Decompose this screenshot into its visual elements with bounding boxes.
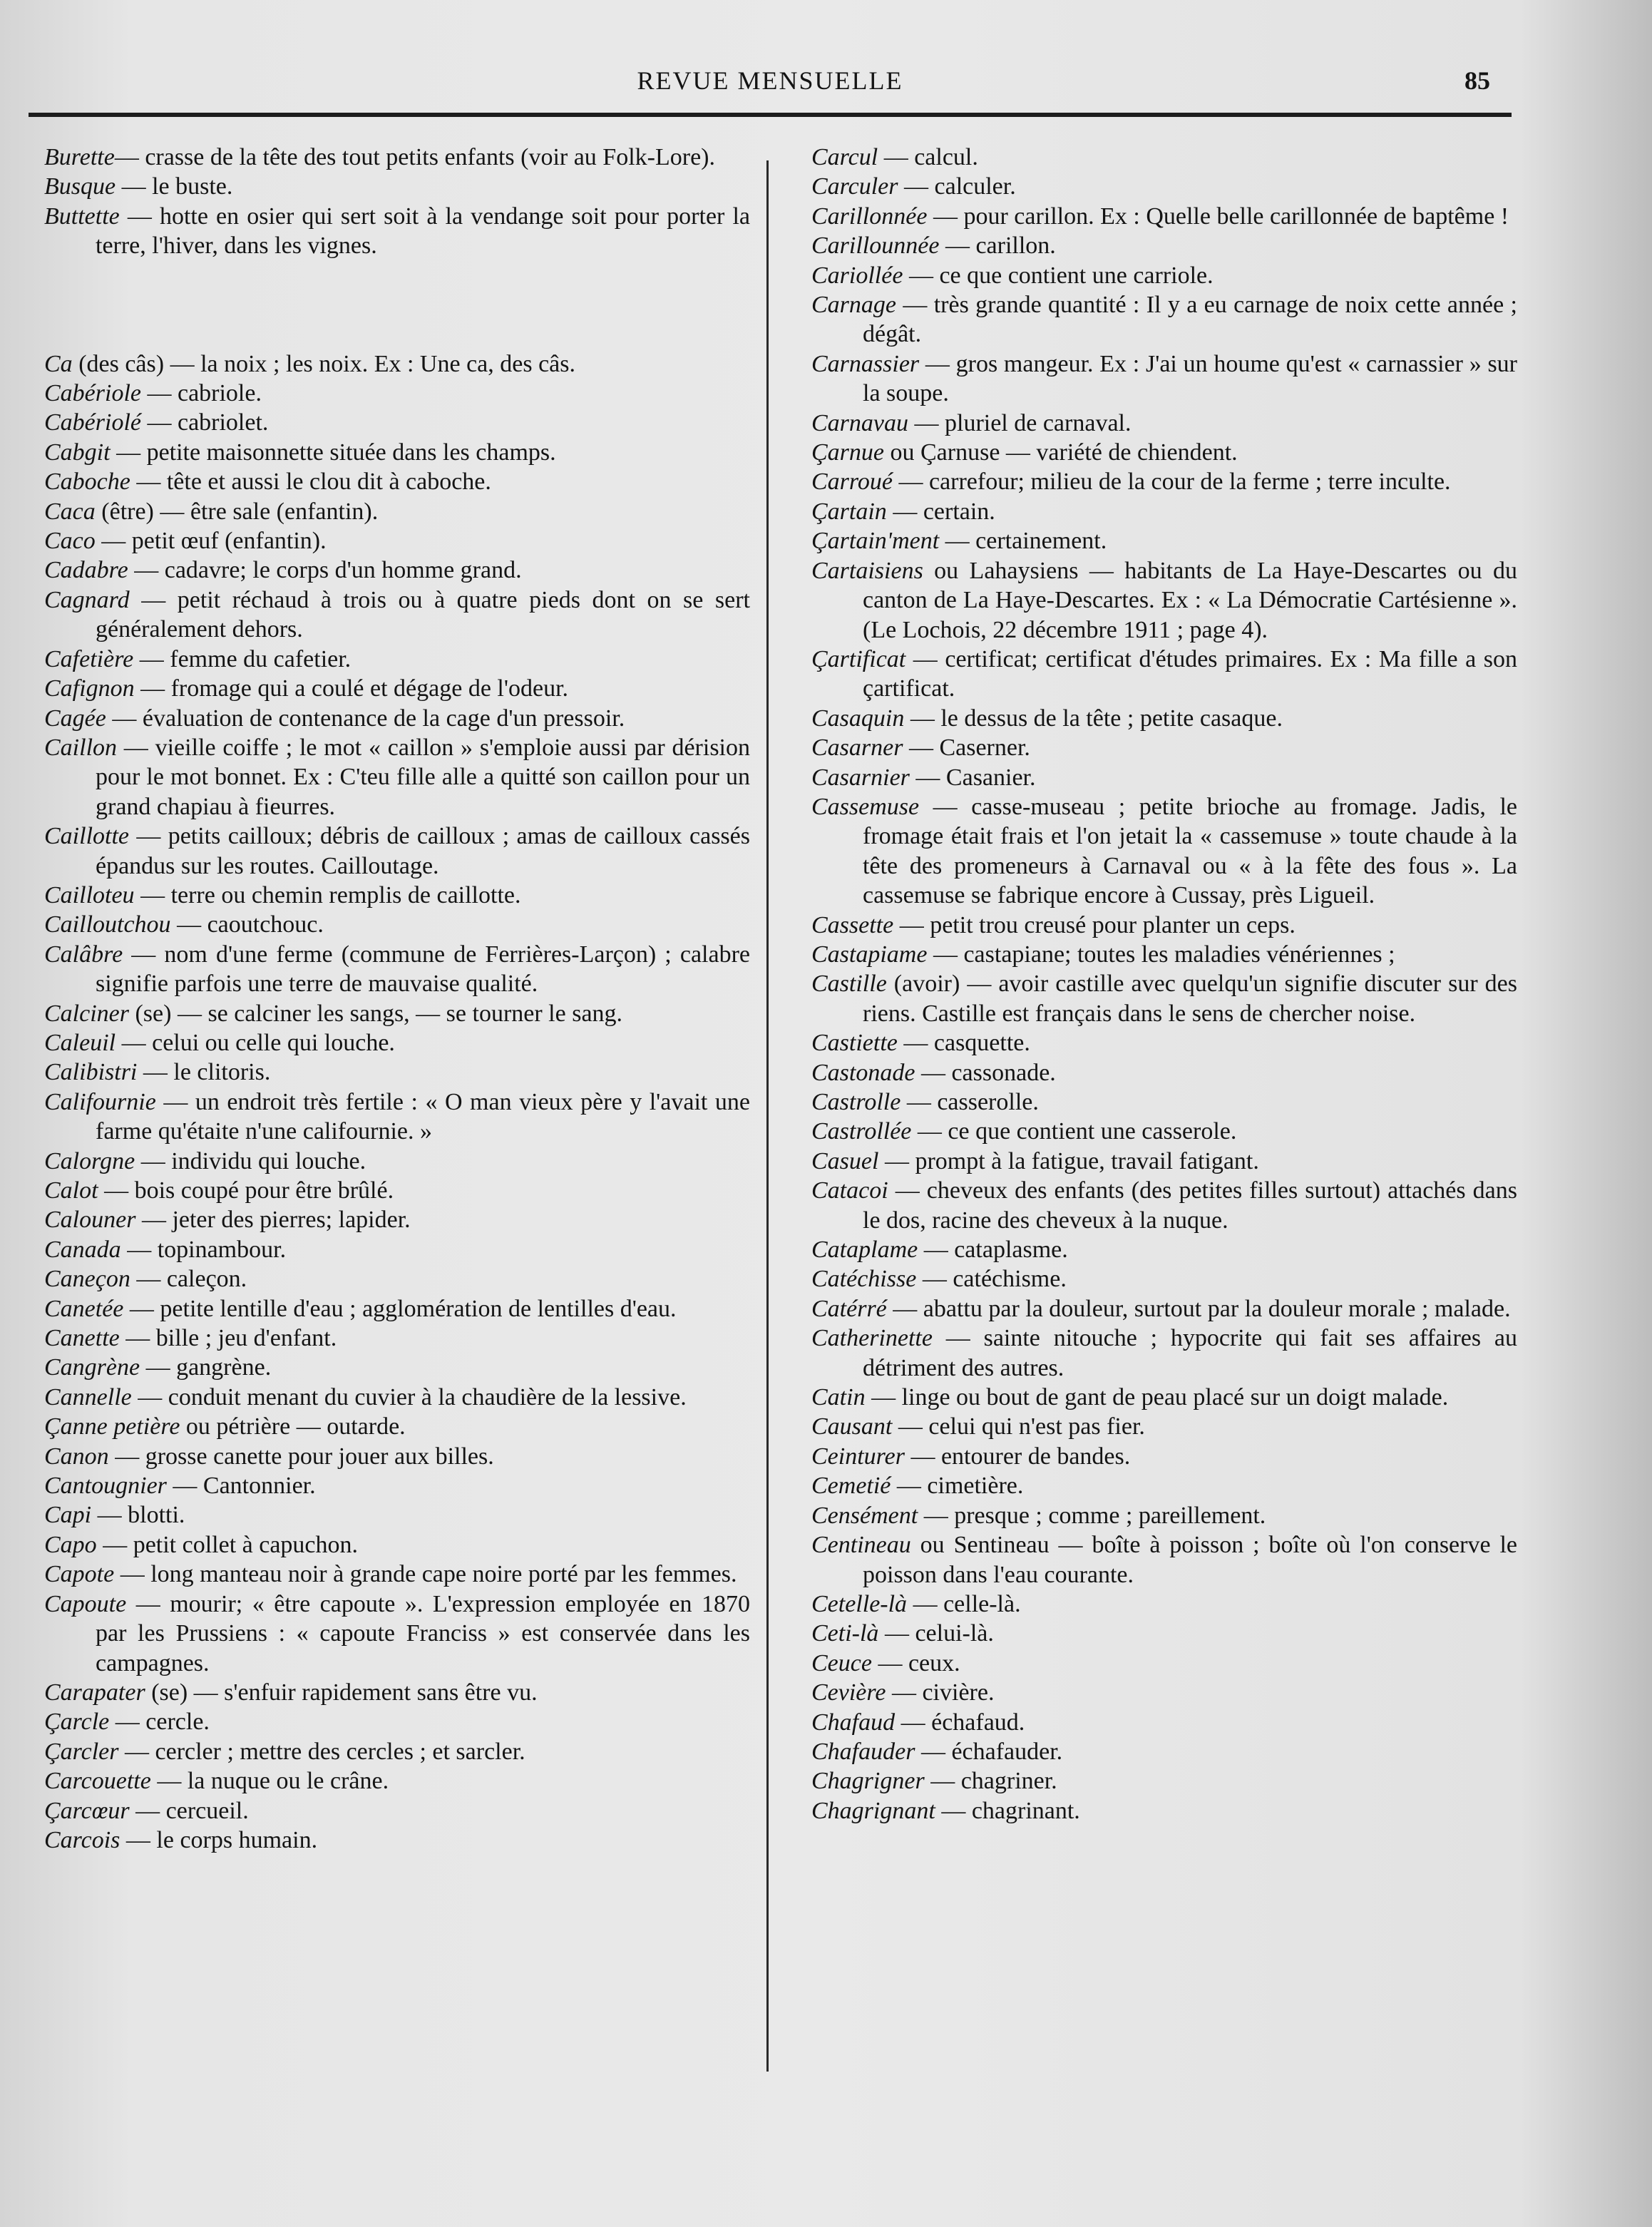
- entry-definition: — Casanier.: [909, 764, 1036, 791]
- entry-definition: — vieille coiffe ; le mot « caillon » s'emploie aussi par dérision pour le mot bonnet. Ex : C'teu fille alle a quitté son caillon pour un grand chapiau à fieurres.: [96, 734, 750, 820]
- entry-definition: — celui-là.: [878, 1620, 994, 1647]
- entry-definition: — certificat; certificat d'études primaires. Ex : Ma fille a son çartificat.: [863, 645, 1517, 702]
- entry-definition: — ceux.: [871, 1649, 960, 1676]
- entry-definition: — presque ; comme ; pareillement.: [918, 1502, 1266, 1529]
- dictionary-entry: [44, 1235, 750, 1264]
- entry-term: Censément: [811, 1502, 918, 1529]
- entry-term: Cataplame: [811, 1237, 918, 1264]
- entry-definition: — certainement.: [939, 528, 1107, 555]
- dictionary-entry: [811, 1501, 1517, 1530]
- entry-term: Caillotte: [44, 823, 129, 850]
- dictionary-entry: [811, 1383, 1517, 1412]
- entry-term: Castiette: [811, 1030, 898, 1057]
- entry-definition: — civière.: [886, 1679, 995, 1706]
- entry-definition: — casserolle.: [901, 1089, 1039, 1115]
- entry-term: Calâbre: [44, 941, 123, 968]
- entry-definition: ou pétrière — outarde.: [180, 1413, 406, 1440]
- entry-definition: — cataplasme.: [918, 1237, 1068, 1264]
- left-column: [44, 143, 750, 1855]
- entry-definition: — certain.: [886, 498, 995, 525]
- entry-definition: — catéchisme.: [916, 1266, 1067, 1293]
- column-divider: [766, 160, 769, 2072]
- entry-term: Catéchisse: [811, 1266, 917, 1293]
- entry-term: Cailloteu: [44, 881, 135, 908]
- entry-definition: — calcul.: [878, 144, 978, 170]
- entry-term: Capoute: [44, 1590, 127, 1617]
- entry-definition: — cercueil.: [129, 1797, 249, 1824]
- entry-definition: (des câs) — la noix ; les noix. Ex : Une ca, des câs.: [72, 350, 575, 377]
- dictionary-entry: [44, 1353, 750, 1382]
- entry-term: Busque: [44, 173, 116, 200]
- entry-definition: — castapiane; toutes les maladies vénériennes ;: [927, 941, 1395, 968]
- entry-term: Cemetié: [811, 1473, 891, 1500]
- entry-definition: — prompt à la fatigue, travail fatigant.: [878, 1147, 1259, 1174]
- dictionary-entry: [44, 172, 750, 201]
- entry-definition: — cimetière.: [891, 1473, 1024, 1500]
- entry-term: Catacoi: [811, 1177, 888, 1204]
- dictionary-entry: [811, 290, 1517, 349]
- dictionary-entry: [44, 526, 750, 556]
- entry-definition: — petit trou creusé pour planter un ceps.: [893, 911, 1296, 938]
- entry-term: Caca: [44, 498, 96, 525]
- dictionary-entry: [44, 645, 750, 674]
- entry-definition: — cabriolet.: [140, 409, 269, 436]
- dictionary-entry: [44, 704, 750, 733]
- entry-term: Cadabre: [44, 557, 128, 584]
- entry-definition: — long manteau noir à grande cape noire porté par les femmes.: [114, 1561, 737, 1588]
- entry-term: Cagée: [44, 705, 106, 732]
- dictionary-entry: [44, 1412, 750, 1441]
- entry-definition: — bois coupé pour être brûlé.: [98, 1177, 394, 1204]
- entry-term: Cevière: [811, 1679, 886, 1706]
- entry-definition: — carrefour; milieu de la cour de la ferme ; terre inculte.: [892, 469, 1451, 496]
- dictionary-entry: [44, 674, 750, 703]
- dictionary-entry: [44, 910, 750, 939]
- entry-term: Chagrignant: [811, 1797, 935, 1824]
- entry-definition: — terre ou chemin remplis de caillotte.: [134, 881, 521, 908]
- dictionary-entry: [44, 1028, 750, 1058]
- dictionary-entry: [811, 1058, 1517, 1087]
- entry-term: Carnage: [811, 292, 896, 319]
- dictionary-entry: [44, 1087, 750, 1147]
- dictionary-entry: [811, 911, 1517, 940]
- dictionary-entry: [44, 1826, 750, 1855]
- entry-definition: — cheveux des enfants (des petites filles surtout) attachés dans le dos, racine des cheveux à la nuque.: [863, 1177, 1517, 1234]
- entry-term: Cassemuse: [811, 793, 920, 820]
- entry-definition: — conduit menant du cuvier à la chaudière de la lessive.: [131, 1383, 687, 1411]
- entry-term: Castrolle: [811, 1089, 901, 1115]
- dictionary-entry: [44, 1530, 750, 1560]
- dictionary-entry: [811, 556, 1517, 645]
- entry-term: Castapiame: [811, 941, 928, 968]
- dictionary-entry: [44, 1678, 750, 1707]
- entry-definition: — chagrinant.: [935, 1797, 1080, 1824]
- dictionary-entry: [811, 143, 1517, 172]
- entry-definition: — ce que contient une casserole.: [911, 1118, 1237, 1145]
- entry-term: Cannelle: [44, 1383, 132, 1411]
- entry-term: Caboche: [44, 469, 130, 496]
- dictionary-entry: [44, 379, 750, 408]
- dictionary-entry: [811, 1147, 1517, 1176]
- entry-term: Catherinette: [811, 1325, 933, 1352]
- entry-definition: — petite maisonnette située dans les champs.: [110, 439, 556, 466]
- dictionary-entry: [44, 1176, 750, 1205]
- entry-term: Çarcle: [44, 1709, 110, 1736]
- entry-term: Carillounnée: [811, 232, 940, 260]
- dictionary-entry: [811, 1649, 1517, 1678]
- dictionary-entry: [811, 733, 1517, 762]
- entry-definition: — gangrène.: [140, 1354, 272, 1381]
- dictionary-entry: [44, 143, 750, 172]
- entry-term: Canada: [44, 1236, 121, 1263]
- dictionary-entry: [44, 1589, 750, 1678]
- entry-definition: (avoir) — avoir castille avec quelqu'un signifie discuter sur des riens. Castille est français dans le sens de chercher noise.: [863, 971, 1517, 1027]
- dictionary-entry: [811, 172, 1517, 201]
- entry-term: Carapater: [44, 1679, 145, 1706]
- entry-definition: — celui qui n'est pas fier.: [892, 1413, 1145, 1440]
- dictionary-entry: [44, 1442, 750, 1471]
- dictionary-entry: [811, 1471, 1517, 1500]
- entry-term: Çarcler: [44, 1738, 119, 1765]
- entry-term: Carnassier: [811, 350, 920, 377]
- entry-term: Canetée: [44, 1295, 124, 1322]
- dictionary-entry: [44, 1500, 750, 1530]
- entry-term: Cetelle-là: [811, 1590, 908, 1617]
- entry-term: Carculer: [811, 173, 898, 200]
- dictionary-entry: [811, 1028, 1517, 1058]
- dictionary-entry: [811, 969, 1517, 1028]
- entry-term: Castille: [811, 971, 887, 998]
- dictionary-entry: [44, 733, 750, 821]
- dictionary-entry: [44, 821, 750, 881]
- right-column: [811, 143, 1517, 1826]
- entry-definition: — calculer.: [898, 173, 1016, 200]
- dictionary-entry: [811, 1619, 1517, 1648]
- entry-term: Cartaisiens: [811, 557, 923, 584]
- entry-definition: — sainte nitouche ; hypocrite qui fait ses affaires au détriment des autres.: [863, 1325, 1517, 1381]
- entry-definition: — le dessus de la tête ; petite casaque.: [904, 705, 1283, 732]
- dictionary-entry: [811, 1117, 1517, 1146]
- entry-definition: — Caserner.: [903, 734, 1030, 762]
- entry-definition: ou Sentineau — boîte à poisson ; boîte où l'on conserve le poisson dans l'eau courante.: [863, 1532, 1517, 1588]
- entry-term: Casuel: [811, 1147, 879, 1174]
- entry-term: Calouner: [44, 1207, 136, 1234]
- dictionary-entry: [44, 1294, 750, 1324]
- page-header: [29, 66, 1512, 97]
- entry-definition: — topinambour.: [120, 1236, 287, 1263]
- entry-term: Çartificat: [811, 645, 906, 672]
- entry-definition: — échafaud.: [895, 1709, 1025, 1736]
- dictionary-entry: [811, 497, 1517, 526]
- entry-definition: (se) — s'enfuir rapidement sans être vu.: [145, 1679, 538, 1706]
- dictionary-entry: [811, 349, 1517, 409]
- entry-term: Centineau: [811, 1532, 911, 1559]
- entry-definition: — hotte en osier qui sert soit à la vendange soit pour porter la terre, l'hiver, dans les vignes.: [96, 203, 750, 260]
- dictionary-entry: [811, 763, 1517, 792]
- entry-term: Chagrigner: [811, 1768, 925, 1795]
- dictionary-entry: [44, 1560, 750, 1589]
- entry-definition: — cercle.: [109, 1709, 210, 1736]
- entry-term: Casaquin: [811, 705, 905, 732]
- dictionary-entry: [811, 202, 1517, 231]
- entry-definition: — cabriole.: [140, 380, 262, 407]
- entry-definition: — pour carillon. Ex : Quelle belle carillonnée de baptême !: [927, 203, 1509, 230]
- dictionary-entry: [44, 1471, 750, 1500]
- entry-definition: — le buste.: [116, 173, 233, 200]
- dictionary-entry: [811, 1235, 1517, 1264]
- dictionary-entry: [44, 1737, 750, 1766]
- entry-term: Calibistri: [44, 1059, 138, 1086]
- entry-term: Canon: [44, 1443, 109, 1470]
- entry-term: Catin: [811, 1384, 866, 1411]
- entry-term: Castonade: [811, 1059, 915, 1086]
- dictionary-entry: [811, 1442, 1517, 1471]
- entry-term: Cariollée: [811, 262, 903, 289]
- entry-term: Catérré: [811, 1295, 887, 1322]
- entry-term: Caillon: [44, 734, 118, 761]
- entry-term: Cafignon: [44, 675, 135, 702]
- dictionary-entry: [811, 1678, 1517, 1707]
- entry-definition: — linge ou bout de gant de peau placé sur un doigt malade.: [865, 1384, 1449, 1411]
- entry-term: Ceinturer: [811, 1443, 905, 1470]
- entry-definition: — cadavre; le corps d'un homme grand.: [128, 557, 522, 584]
- entry-term: Carcois: [44, 1826, 120, 1853]
- dictionary-entry: [811, 526, 1517, 556]
- entry-definition: — échafauder.: [915, 1738, 1063, 1765]
- dictionary-entry: [811, 1708, 1517, 1737]
- dictionary-entry: [44, 349, 750, 379]
- entry-term: Chafaud: [811, 1709, 896, 1736]
- entry-definition: — femme du cafetier.: [133, 645, 352, 672]
- dictionary-entry: [44, 408, 750, 437]
- entry-definition: — évaluation de contenance de la cage d'un pressoir.: [106, 705, 625, 732]
- entry-term: Cantougnier: [44, 1473, 167, 1500]
- dictionary-entry: [811, 940, 1517, 969]
- dictionary-entry: [811, 1176, 1517, 1235]
- entry-definition: — gros mangeur. Ex : J'ai un houme qu'est « carnassier » sur la soupe.: [863, 350, 1517, 407]
- entry-definition: — grosse canette pour jouer aux billes.: [108, 1443, 494, 1470]
- entry-definition: — petit œuf (enfantin).: [95, 528, 327, 555]
- entry-definition: — fromage qui a coulé et dégage de l'odeur.: [134, 675, 569, 702]
- entry-term: Cangrène: [44, 1354, 140, 1381]
- entry-term: Casarnier: [811, 764, 910, 791]
- entry-definition: — jeter des pierres; lapider.: [135, 1207, 411, 1234]
- entry-term: Calciner: [44, 1000, 129, 1027]
- entry-definition: — petits cailloux; débris de cailloux ; amas de cailloux cassés épandus sur les routes. Cailloutage.: [96, 823, 750, 879]
- dictionary-entry: [44, 467, 750, 496]
- entry-definition: — caleçon.: [130, 1266, 247, 1293]
- entry-term: Califournie: [44, 1088, 156, 1115]
- entry-definition: — ce que contient une carriole.: [903, 262, 1214, 289]
- dictionary-entry: [811, 409, 1517, 438]
- entry-definition: — individu qui louche.: [135, 1147, 366, 1174]
- entry-definition: ou Çarnuse — variété de chiendent.: [884, 439, 1238, 466]
- entry-definition: — nom d'une ferme (commune de Ferrières-Larçon) ; calabre signifie parfois une terre de mauvaise qualité.: [96, 941, 750, 998]
- dictionary-entry: [811, 1589, 1517, 1619]
- entry-definition: — pluriel de carnaval.: [908, 409, 1132, 436]
- dictionary-entry: [811, 438, 1517, 467]
- dictionary-entry: [811, 1412, 1517, 1441]
- entry-term: Çanne petière: [44, 1413, 180, 1440]
- entry-term: Caneçon: [44, 1266, 130, 1293]
- dictionary-entry: [44, 1383, 750, 1412]
- dictionary-entry: [811, 1087, 1517, 1117]
- dictionary-entry: [811, 1796, 1517, 1826]
- entry-definition: — blotti.: [91, 1502, 185, 1529]
- entry-term: Casarner: [811, 734, 903, 762]
- entry-definition: — tête et aussi le clou dit à caboche.: [130, 469, 491, 496]
- entry-term: Cagnard: [44, 586, 130, 613]
- dictionary-entry: [811, 1766, 1517, 1796]
- dictionary-entry: [44, 202, 750, 261]
- entry-term: Çarcœur: [44, 1797, 130, 1824]
- dictionary-entry: [811, 1264, 1517, 1294]
- entry-term: Carnavau: [811, 409, 908, 436]
- entry-term: Buttette: [44, 203, 120, 230]
- entry-definition: — celui ou celle qui louche.: [116, 1029, 395, 1056]
- entry-term: Canette: [44, 1325, 120, 1352]
- entry-definition: — carillon.: [939, 232, 1056, 260]
- entry-term: Cassette: [811, 911, 894, 938]
- entry-definition: — casquette.: [897, 1030, 1030, 1057]
- entry-term: Carroué: [811, 469, 893, 496]
- dictionary-entry: [44, 1205, 750, 1234]
- entry-term: Castrollée: [811, 1118, 912, 1145]
- entry-definition: — caoutchouc.: [170, 911, 324, 938]
- entry-definition: — un endroit très fertile : « O man vieux père y l'avait une farme qu'étaite n'une califournie. »: [96, 1088, 750, 1145]
- dictionary-entry: [811, 645, 1517, 704]
- entry-definition: — la nuque ou le crâne.: [150, 1768, 389, 1795]
- entry-definition: (se) — se calciner les sangs, — se tourner le sang.: [128, 1000, 623, 1027]
- dictionary-entry: [44, 1147, 750, 1176]
- entry-term: Causant: [811, 1413, 893, 1440]
- entry-definition: — petite lentille d'eau ; agglomération de lentilles d'eau.: [123, 1295, 677, 1322]
- page-number: 85: [1464, 66, 1490, 95]
- entry-term: Çarnue: [811, 439, 884, 466]
- entry-term: Ceuce: [811, 1649, 872, 1676]
- entry-term: Calot: [44, 1177, 98, 1204]
- dictionary-entry: [44, 585, 750, 645]
- entry-term: Ceti-là: [811, 1620, 879, 1647]
- dictionary-entry: [44, 1796, 750, 1826]
- dictionary-entry: [44, 1766, 750, 1796]
- entry-term: Carcouette: [44, 1768, 151, 1795]
- entry-definition: — très grande quantité : Il y a eu carnage de noix cette année ; dégât.: [863, 292, 1517, 348]
- dictionary-entry: [44, 999, 750, 1028]
- entry-term: Ca: [44, 350, 73, 377]
- dictionary-entry: [44, 881, 750, 910]
- entry-definition: — casse-museau ; petite brioche au fromage. Jadis, le fromage était frais et l'on jetait la « cassemuse » toute chaude à la tête des promeneurs à Carnaval ou « à la fête des fous ». La cassemuse se fabrique encore à Cussay, près Ligueil.: [863, 793, 1517, 909]
- dictionary-entry: [811, 1737, 1517, 1766]
- dictionary-entry: [811, 792, 1517, 911]
- dictionary-entry: [811, 231, 1517, 260]
- entry-definition: — bille ; jeu d'enfant.: [119, 1325, 337, 1352]
- entry-definition: (être) — être sale (enfantin).: [95, 498, 379, 525]
- dictionary-entry: [811, 1324, 1517, 1383]
- entry-term: Capi: [44, 1502, 92, 1529]
- entry-definition: — celle-là.: [907, 1590, 1021, 1617]
- entry-definition: — cercler ; mettre des cercles ; et sarcler.: [118, 1738, 525, 1765]
- entry-definition: — le corps humain.: [120, 1826, 318, 1853]
- dictionary-entry: [811, 1294, 1517, 1324]
- entry-term: Caleuil: [44, 1029, 116, 1056]
- entry-term: Cailloutchou: [44, 911, 171, 938]
- dictionary-entry: [44, 1264, 750, 1294]
- entry-term: Cafetière: [44, 645, 134, 672]
- dictionary-entry: [811, 467, 1517, 496]
- dictionary-entry: [44, 1058, 750, 1087]
- entry-definition: — petit réchaud à trois ou à quatre pieds dont on se sert généralement dehors.: [96, 586, 750, 643]
- entry-definition: — le clitoris.: [137, 1059, 271, 1086]
- entry-definition: — cassonade.: [915, 1059, 1056, 1086]
- dictionary-entry: [811, 261, 1517, 290]
- entry-definition: — abattu par la douleur, surtout par la douleur morale ; malade.: [886, 1295, 1511, 1322]
- dictionary-entry: [44, 438, 750, 467]
- entry-term: Caco: [44, 528, 96, 555]
- entry-term: Carcul: [811, 144, 878, 170]
- entry-definition: — chagriner.: [924, 1768, 1057, 1795]
- entry-term: Cabgit: [44, 439, 111, 466]
- entry-definition: — entourer de bandes.: [904, 1443, 1131, 1470]
- header-rule: [29, 113, 1512, 117]
- dictionary-entry: [44, 556, 750, 585]
- entry-term: Çartain'ment: [811, 528, 940, 555]
- entry-term: Calorgne: [44, 1147, 135, 1174]
- entry-definition: — mourir; « être capoute ». L'expression employée en 1870 par les Prussiens : « capoute Franciss » est conservée dans les campagnes.: [96, 1590, 750, 1676]
- running-title: REVUE MENSUELLE: [637, 66, 903, 95]
- entry-term: Carillonnée: [811, 203, 928, 230]
- dictionary-entry: [44, 1324, 750, 1353]
- entry-term: Cabériole: [44, 380, 141, 407]
- dictionary-entry: [44, 497, 750, 526]
- entry-term: Capo: [44, 1531, 97, 1558]
- entry-term: Chafauder: [811, 1738, 915, 1765]
- dictionary-entry: [44, 940, 750, 999]
- dictionary-entry: [811, 704, 1517, 733]
- dictionary-entry: [811, 1530, 1517, 1589]
- entry-term: Burette: [44, 144, 115, 170]
- dictionary-entry: [44, 1707, 750, 1736]
- entry-term: Çartain: [811, 498, 887, 525]
- entry-term: Capote: [44, 1561, 115, 1588]
- entry-definition: — petit collet à capuchon.: [96, 1531, 359, 1558]
- entry-definition: — Cantonnier.: [166, 1473, 316, 1500]
- entry-definition: ou Lahaysiens — habitants de La Haye-Descartes ou du canton de La Haye-Descartes. Ex : « La Démocratie Cartésienne ». (Le Lochois, 22 décembre 1911 ; page 4).: [863, 557, 1517, 643]
- entry-term: Cabériolé: [44, 409, 141, 436]
- entry-definition: — crasse de la tête des tout petits enfants (voir au Folk-Lore).: [114, 144, 715, 170]
